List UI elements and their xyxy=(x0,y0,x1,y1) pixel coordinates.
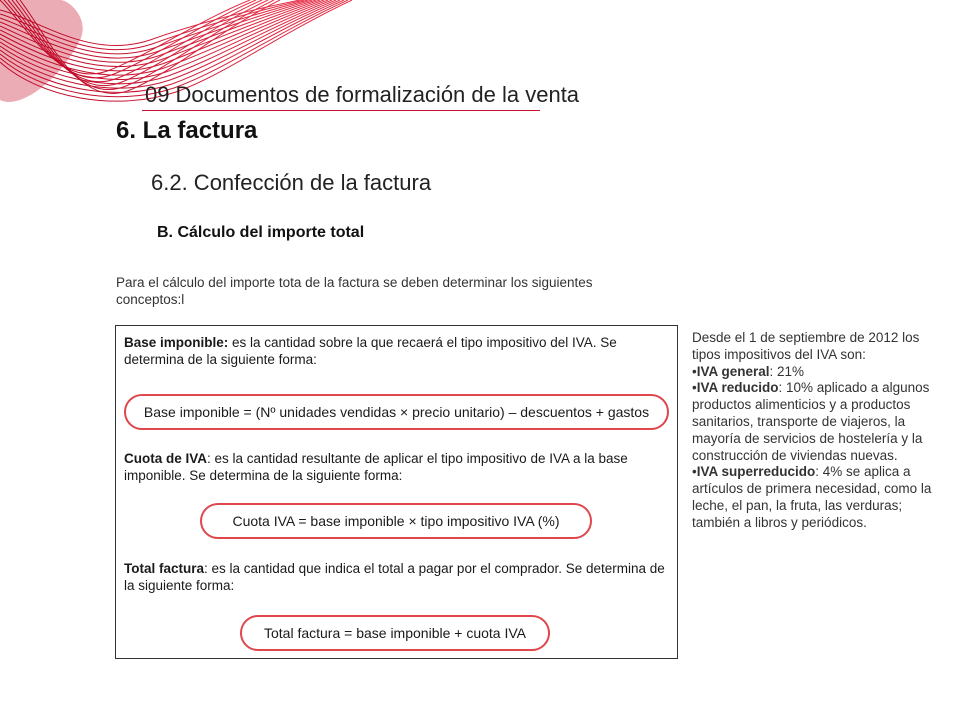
base-term: Base imponible: xyxy=(124,335,229,350)
iva-general-term: IVA general xyxy=(696,363,770,379)
cuota-definition xyxy=(124,450,669,484)
subsubsection-title: B. Cálculo del importe total xyxy=(157,224,365,241)
iva-superreducido-item: •IVA superreducido: 4% se aplica a artículos de primera necesidad, como la leche, el pan, la fruta, las verduras; también a libros y periódicos. xyxy=(692,464,932,530)
chapter-title: Documentos de formalización de la venta xyxy=(175,82,580,107)
total-term: Total factura xyxy=(124,561,205,576)
iva-reducido-desc: : 10% aplicado a algunos productos alimenticios y a productos sanitarios, transporte de viajeros, la mayoría de servicios de hostelería y la construcción de viviendas nuevas. xyxy=(692,380,930,463)
base-description: es la cantidad sobre la que recaerá el tipo impositivo del IVA. Se determina de la siguiente forma: xyxy=(124,335,617,367)
intro-paragraph: Para el cálculo del importe tota de la factura se deben determinar los siguientes conceptos:l xyxy=(116,275,593,307)
subsection-title: 6.2. Confección de la factura xyxy=(151,170,432,195)
cuota-formula: Cuota IVA = base imponible × tipo impositivo IVA (%) xyxy=(200,503,592,539)
total-description: : es la cantidad que indica el total a pagar por el comprador. Se determina de la siguiente forma: xyxy=(124,561,665,593)
section-title: 6. La factura xyxy=(116,117,258,144)
iva-reducido-term: IVA reducido xyxy=(696,380,779,396)
cuota-term: Cuota de IVA xyxy=(124,451,208,466)
iva-reducido-item: •IVA reducido: 10% aplicado a algunos productos alimenticios y a productos sanitarios, transporte de viajeros, la mayoría de servicios de hostelería y la construcción de viviendas nuevas. xyxy=(692,380,930,463)
formulas-box xyxy=(115,325,678,659)
iva-rates-note xyxy=(692,330,948,532)
base-formula: Base imponible = (Nº unidades vendidas × precio unitario) – descuentos + gastos xyxy=(124,394,669,430)
base-definition xyxy=(124,334,669,368)
iva-general-desc: : 21% xyxy=(769,363,805,379)
iva-general-item: •IVA general: 21% xyxy=(692,363,805,379)
cuota-description: : es la cantidad resultante de aplicar el tipo impositivo de IVA a la base imponible. Se determina de la siguiente forma: xyxy=(124,451,628,483)
iva-superreducido-desc: : 4% se aplica a artículos de primera necesidad, como la leche, el pan, la fruta, las verduras; también a libros y periódicos. xyxy=(692,464,932,530)
chapter-number: 09 xyxy=(145,82,170,107)
chapter-underline xyxy=(142,110,540,111)
iva-superreducido-term: IVA superreducido xyxy=(696,464,816,480)
total-definition xyxy=(124,560,669,594)
chapter-heading xyxy=(145,82,579,108)
total-formula: Total factura = base imponible + cuota IVA xyxy=(240,615,550,651)
iva-intro: Desde el 1 de septiembre de 2012 los tipos impositivos del IVA son: xyxy=(692,330,920,362)
